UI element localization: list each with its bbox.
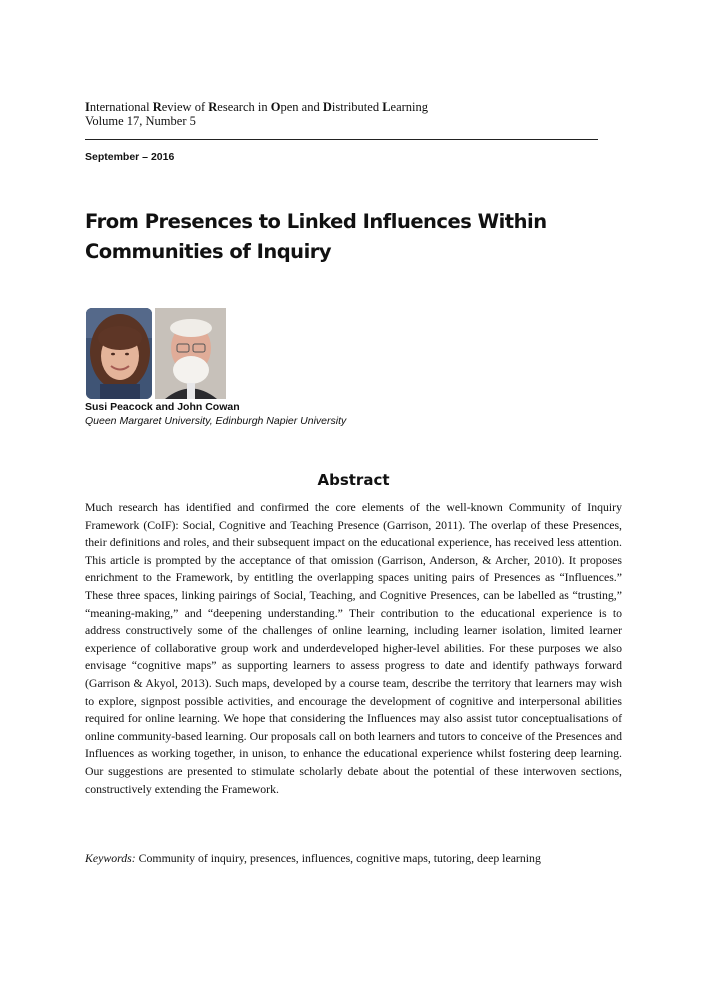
abstract-text: Much research has identified and confirmed the core elements of the well-known Community of Inquiry Framework (CoIF): Social, Cognitive and Teaching Presence (Garrison, 2011). The overlap of these Presences, their definitions and roles, and their subsequent impact on the educational experience, has received less attention. This article is prompted by the acceptance of that omission (Garrison, Anderson, & Archer, 2010). It proposes enrichment to the Framework, by entitling the overlapping spaces uniting pairs of Presences as “Influences.” These three spaces, linking pairings of Social, Teaching, and Cognitive Presences, can be labelled as “trusting,” “meaning-making,” and “deepening understanding.” Their contribution to the educational experience is to address constructively some of the challenges of online learning, including learner isolation, limited learner experience of collaborative group work and underdeveloped higher-level abilities. For these purposes we also envisage “cognitive maps” as supporting learners to assess progress to date and identify pathways forward (Garrison & Akyol, 2013). Such maps, developed by a course team, describe the territory that learners may wish to explore, signpost possible activities, and encourage the development of cognitive and interpersonal abilities required for online learning. We hope that considering the Influences may also assist tutor conceptualisations of online community-based learning. Our proposals call on both learners and tutors to conceive of the Presences and Influences as working together, in unison, to enhance the educational experience whilst fostering deep learning. Our suggestions are presented to stimulate scholarly debate about the potential of these interwoven sections, constructively extending the Framework. [85, 500, 622, 796]
abstract-heading: Abstract [317, 471, 390, 489]
journal-name: International Review of Research in Open and Distributed Learning [85, 100, 429, 114]
title-line: From Presences to Linked Influences Within [85, 210, 547, 233]
keywords [85, 851, 645, 866]
header-divider [85, 139, 598, 140]
author-photo-peacock [86, 308, 152, 399]
keywords-list: Community of inquiry, presences, influences, cognitive maps, tutoring, deep learning [135, 851, 541, 865]
journal-header [85, 100, 428, 128]
author-affiliation: Queen Margaret University, Edinburgh Napier University [85, 415, 347, 427]
article-title [85, 207, 645, 267]
author-photo-cowan [155, 308, 226, 399]
keywords-label: Keywords: [85, 851, 136, 865]
journal-volume: Volume 17, Number 5 [85, 114, 196, 128]
publication-date: September – 2016 [85, 151, 175, 163]
author-names: Susi Peacock and John Cowan [85, 401, 240, 413]
title-line: Communities of Inquiry [85, 240, 332, 263]
